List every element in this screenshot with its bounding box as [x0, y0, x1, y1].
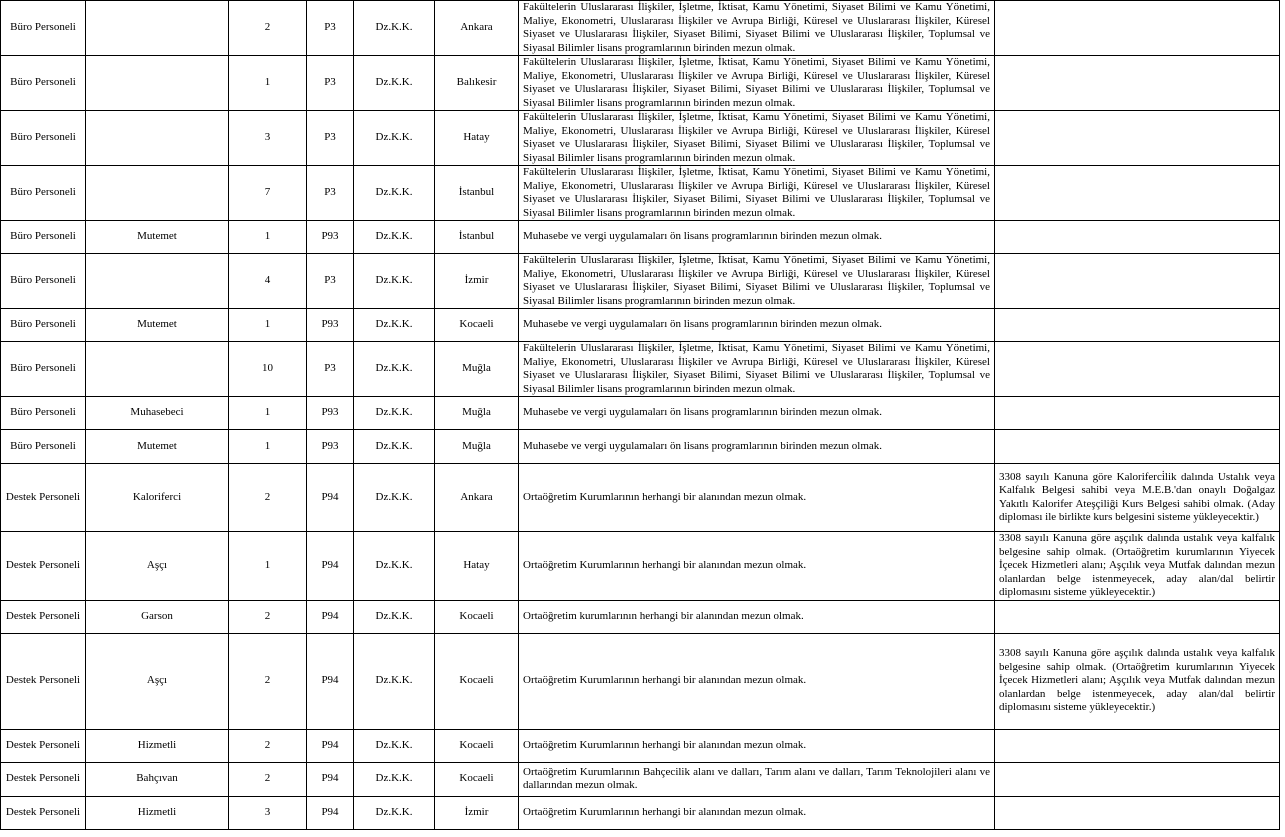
job-title-cell	[86, 1, 229, 56]
qualification-code-cell: P94	[307, 633, 354, 729]
position-class-cell: Destek Personeli	[1, 633, 86, 729]
province-cell: Kocaeli	[435, 600, 519, 633]
education-requirement-cell: Ortaöğretim Kurumlarının herhangi bir alanından mezun olmak.	[519, 633, 995, 729]
quota-count-cell: 1	[229, 430, 307, 464]
province-cell: Kocaeli	[435, 309, 519, 342]
qualification-code-cell: P3	[307, 111, 354, 166]
province-cell: İstanbul	[435, 166, 519, 221]
job-title-cell: Bahçıvan	[86, 762, 229, 796]
notes-cell: 3308 sayılı Kanuna göre Kaloriferci̇lik dalında Ustalık veya Kalfalık Belgesi sahibi veya M.E.B.'dan onaylı Doğalgaz Yakıtlı Kalorifer Ateşçiliği Kurs Belgesi sahibi olmak. (Aday diploması ile birlikte kurs belgesini sisteme yükleyecektir.)	[995, 464, 1280, 532]
quota-count-cell: 2	[229, 729, 307, 762]
position-class-cell: Büro Personeli	[1, 430, 86, 464]
status-cell: Dz.K.K.	[354, 56, 435, 111]
quota-count-cell: 3	[229, 796, 307, 829]
status-cell: Dz.K.K.	[354, 762, 435, 796]
education-requirement-cell: Fakültelerin Uluslararası İlişkiler, İşletme, İktisat, Kamu Yönetimi, Siyaset Bilimi ve Kamu Yönetimi, Maliye, Ekonometri, Uluslararası İlişkiler ve Avrupa Birliği, Küresel ve Uluslararası İlişkiler, Küresel Siyaset ve Uluslararası İlişkiler, Siyaset Bilimi, Siyaset Bilimi ve Uluslararası İlişkiler, Toplumsal ve Siyasal Bilimler lisans programlarının birinden mezun olmak.	[519, 254, 995, 309]
status-cell: Dz.K.K.	[354, 254, 435, 309]
qualification-code-cell: P94	[307, 796, 354, 829]
qualification-code-cell: P94	[307, 762, 354, 796]
qualification-code-cell: P94	[307, 600, 354, 633]
qualification-code-cell: P94	[307, 464, 354, 532]
notes-cell	[995, 111, 1280, 166]
quota-count-cell: 2	[229, 464, 307, 532]
job-title-cell: Hizmetli	[86, 729, 229, 762]
province-cell: Kocaeli	[435, 729, 519, 762]
qualification-code-cell: P3	[307, 342, 354, 397]
quota-count-cell: 1	[229, 532, 307, 601]
qualification-code-cell: P3	[307, 166, 354, 221]
position-class-cell: Destek Personeli	[1, 796, 86, 829]
province-cell: Muğla	[435, 430, 519, 464]
table-row	[1, 729, 1280, 762]
status-cell: Dz.K.K.	[354, 309, 435, 342]
position-class-cell: Büro Personeli	[1, 56, 86, 111]
job-title-cell	[86, 254, 229, 309]
position-class-cell: Destek Personeli	[1, 464, 86, 532]
job-title-cell: Hizmetli	[86, 796, 229, 829]
job-title-cell: Aşçı	[86, 532, 229, 601]
qualification-code-cell: P94	[307, 729, 354, 762]
province-cell: Ankara	[435, 1, 519, 56]
qualification-code-cell: P93	[307, 221, 354, 254]
qualification-code-cell: P94	[307, 532, 354, 601]
position-class-cell: Destek Personeli	[1, 729, 86, 762]
education-requirement-cell: Ortaöğretim Kurumlarının Bahçecilik alanı ve dalları, Tarım alanı ve dalları, Tarım Teknolojileri alanı ve dallarından mezun olmak.	[519, 762, 995, 796]
position-class-cell: Büro Personeli	[1, 1, 86, 56]
notes-cell	[995, 309, 1280, 342]
job-title-cell: Garson	[86, 600, 229, 633]
education-requirement-cell: Fakültelerin Uluslararası İlişkiler, İşletme, İktisat, Kamu Yönetimi, Siyaset Bilimi ve Kamu Yönetimi, Maliye, Ekonometri, Uluslararası İlişkiler ve Avrupa Birliği, Küresel ve Uluslararası İlişkiler, Küresel Siyaset ve Uluslararası İlişkiler, Siyaset Bilimi, Siyaset Bilimi ve Uluslararası İlişkiler, Toplumsal ve Siyasal Bilimler lisans programlarının birinden mezun olmak.	[519, 342, 995, 397]
job-title-cell: Mutemet	[86, 221, 229, 254]
notes-cell	[995, 796, 1280, 829]
education-requirement-cell: Fakültelerin Uluslararası İlişkiler, İşletme, İktisat, Kamu Yönetimi, Siyaset Bilimi ve Kamu Yönetimi, Maliye, Ekonometri, Uluslararası İlişkiler ve Avrupa Birliği, Küresel ve Uluslararası İlişkiler, Küresel Siyaset ve Uluslararası İlişkiler, Siyaset Bilimi, Siyaset Bilimi ve Uluslararası İlişkiler, Toplumsal ve Siyasal Bilimler lisans programlarının birinden mezun olmak.	[519, 111, 995, 166]
position-class-cell: Büro Personeli	[1, 309, 86, 342]
education-requirement-cell: Muhasebe ve vergi uygulamaları ön lisans programlarının birinden mezun olmak.	[519, 430, 995, 464]
table-row	[1, 796, 1280, 829]
quota-count-cell: 2	[229, 1, 307, 56]
table-row	[1, 221, 1280, 254]
education-requirement-cell: Fakültelerin Uluslararası İlişkiler, İşletme, İktisat, Kamu Yönetimi, Siyaset Bilimi ve Kamu Yönetimi, Maliye, Ekonometri, Uluslararası İlişkiler ve Avrupa Birliği, Küresel ve Uluslararası İlişkiler, Küresel Siyaset ve Uluslararası İlişkiler, Siyaset Bilimi, Siyaset Bilimi ve Uluslararası İlişkiler, Toplumsal ve Siyasal Bilimler lisans programlarının birinden mezun olmak.	[519, 1, 995, 56]
notes-cell	[995, 762, 1280, 796]
education-requirement-cell: Ortaöğretim Kurumlarının herhangi bir alanından mezun olmak.	[519, 796, 995, 829]
notes-cell	[995, 56, 1280, 111]
province-cell: Muğla	[435, 342, 519, 397]
position-class-cell: Büro Personeli	[1, 221, 86, 254]
province-cell: Muğla	[435, 397, 519, 430]
table-row	[1, 56, 1280, 111]
education-requirement-cell: Muhasebe ve vergi uygulamaları ön lisans programlarının birinden mezun olmak.	[519, 221, 995, 254]
quota-count-cell: 4	[229, 254, 307, 309]
qualification-code-cell: P3	[307, 56, 354, 111]
table-row	[1, 111, 1280, 166]
status-cell: Dz.K.K.	[354, 430, 435, 464]
job-title-cell: Aşçı	[86, 633, 229, 729]
table-row	[1, 600, 1280, 633]
status-cell: Dz.K.K.	[354, 600, 435, 633]
education-requirement-cell: Muhasebe ve vergi uygulamaları ön lisans programlarının birinden mezun olmak.	[519, 309, 995, 342]
status-cell: Dz.K.K.	[354, 221, 435, 254]
table-row	[1, 633, 1280, 729]
table-row	[1, 464, 1280, 532]
table-row	[1, 166, 1280, 221]
status-cell: Dz.K.K.	[354, 464, 435, 532]
status-cell: Dz.K.K.	[354, 342, 435, 397]
province-cell: Ankara	[435, 464, 519, 532]
status-cell: Dz.K.K.	[354, 633, 435, 729]
table-row	[1, 1, 1280, 56]
job-title-cell: Kaloriferci	[86, 464, 229, 532]
job-title-cell	[86, 166, 229, 221]
notes-cell	[995, 221, 1280, 254]
table-row	[1, 397, 1280, 430]
province-cell: Hatay	[435, 111, 519, 166]
notes-cell	[995, 397, 1280, 430]
position-class-cell: Büro Personeli	[1, 254, 86, 309]
education-requirement-cell: Fakültelerin Uluslararası İlişkiler, İşletme, İktisat, Kamu Yönetimi, Siyaset Bilimi ve Kamu Yönetimi, Maliye, Ekonometri, Uluslararası İlişkiler ve Avrupa Birliği, Küresel ve Uluslararası İlişkiler, Küresel Siyaset ve Uluslararası İlişkiler, Siyaset Bilimi, Siyaset Bilimi ve Uluslararası İlişkiler, Toplumsal ve Siyasal Bilimler lisans programlarının birinden mezun olmak.	[519, 56, 995, 111]
province-cell: Kocaeli	[435, 762, 519, 796]
table-row	[1, 430, 1280, 464]
education-requirement-cell: Fakültelerin Uluslararası İlişkiler, İşletme, İktisat, Kamu Yönetimi, Siyaset Bilimi ve Kamu Yönetimi, Maliye, Ekonometri, Uluslararası İlişkiler ve Avrupa Birliği, Küresel ve Uluslararası İlişkiler, Küresel Siyaset ve Uluslararası İlişkiler, Siyaset Bilimi, Siyaset Bilimi ve Uluslararası İlişkiler, Toplumsal ve Siyasal Bilimler lisans programlarının birinden mezun olmak.	[519, 166, 995, 221]
qualification-code-cell: P3	[307, 254, 354, 309]
status-cell: Dz.K.K.	[354, 729, 435, 762]
table-row	[1, 342, 1280, 397]
table-row	[1, 254, 1280, 309]
job-title-cell	[86, 342, 229, 397]
qualification-code-cell: P93	[307, 309, 354, 342]
notes-cell: 3308 sayılı Kanuna göre aşçılık dalında ustalık veya kalfalık belgesine sahip olmak. (Ortaöğretim kurumlarının Yiyecek İçecek Hizmetleri alanı; Aşçılık veya Mutfak dalından mezun olanlardan belge istenmeyecek, aday alan/dal belirtir diplomasını sisteme yükleyecektir.)	[995, 532, 1280, 601]
qualification-code-cell: P93	[307, 397, 354, 430]
quota-count-cell: 10	[229, 342, 307, 397]
province-cell: İzmir	[435, 796, 519, 829]
position-class-cell: Büro Personeli	[1, 397, 86, 430]
notes-cell	[995, 1, 1280, 56]
status-cell: Dz.K.K.	[354, 397, 435, 430]
notes-cell: 3308 sayılı Kanuna göre aşçılık dalında ustalık veya kalfalık belgesine sahip olmak. (Ortaöğretim kurumlarının Yiyecek İçecek Hizmetleri alanı; Aşçılık veya Mutfak dalından mezun olanlardan belge istenmeyecek, aday alan/dal belirtir diplomasını sisteme yükleyecektir.)	[995, 633, 1280, 729]
job-title-cell	[86, 56, 229, 111]
table-row	[1, 532, 1280, 601]
province-cell: İzmir	[435, 254, 519, 309]
quota-count-cell: 2	[229, 762, 307, 796]
table-row	[1, 762, 1280, 796]
quota-count-cell: 2	[229, 600, 307, 633]
status-cell: Dz.K.K.	[354, 796, 435, 829]
status-cell: Dz.K.K.	[354, 1, 435, 56]
education-requirement-cell: Ortaöğretim kurumlarının herhangi bir alanından mezun olmak.	[519, 600, 995, 633]
quota-count-cell: 1	[229, 56, 307, 111]
table-row	[1, 309, 1280, 342]
notes-cell	[995, 430, 1280, 464]
position-class-cell: Büro Personeli	[1, 166, 86, 221]
qualification-code-cell: P3	[307, 1, 354, 56]
quota-count-cell: 1	[229, 221, 307, 254]
province-cell: Hatay	[435, 532, 519, 601]
education-requirement-cell: Ortaöğretim Kurumlarının herhangi bir alanından mezun olmak.	[519, 729, 995, 762]
notes-cell	[995, 254, 1280, 309]
status-cell: Dz.K.K.	[354, 532, 435, 601]
notes-cell	[995, 342, 1280, 397]
education-requirement-cell: Ortaöğretim Kurumlarının herhangi bir alanından mezun olmak.	[519, 464, 995, 532]
position-class-cell: Büro Personeli	[1, 342, 86, 397]
notes-cell	[995, 729, 1280, 762]
job-title-cell	[86, 111, 229, 166]
job-title-cell: Mutemet	[86, 430, 229, 464]
job-title-cell: Muhasebeci	[86, 397, 229, 430]
quota-count-cell: 1	[229, 309, 307, 342]
quota-count-cell: 7	[229, 166, 307, 221]
quota-count-cell: 3	[229, 111, 307, 166]
position-class-cell: Büro Personeli	[1, 111, 86, 166]
province-cell: İstanbul	[435, 221, 519, 254]
province-cell: Balıkesir	[435, 56, 519, 111]
notes-cell	[995, 600, 1280, 633]
education-requirement-cell: Ortaöğretim Kurumlarının herhangi bir alanından mezun olmak.	[519, 532, 995, 601]
status-cell: Dz.K.K.	[354, 166, 435, 221]
qualification-code-cell: P93	[307, 430, 354, 464]
position-class-cell: Destek Personeli	[1, 762, 86, 796]
education-requirement-cell: Muhasebe ve vergi uygulamaları ön lisans programlarının birinden mezun olmak.	[519, 397, 995, 430]
status-cell: Dz.K.K.	[354, 111, 435, 166]
quota-count-cell: 2	[229, 633, 307, 729]
notes-cell	[995, 166, 1280, 221]
province-cell: Kocaeli	[435, 633, 519, 729]
job-title-cell: Mutemet	[86, 309, 229, 342]
position-class-cell: Destek Personeli	[1, 532, 86, 601]
position-class-cell: Destek Personeli	[1, 600, 86, 633]
quota-count-cell: 1	[229, 397, 307, 430]
